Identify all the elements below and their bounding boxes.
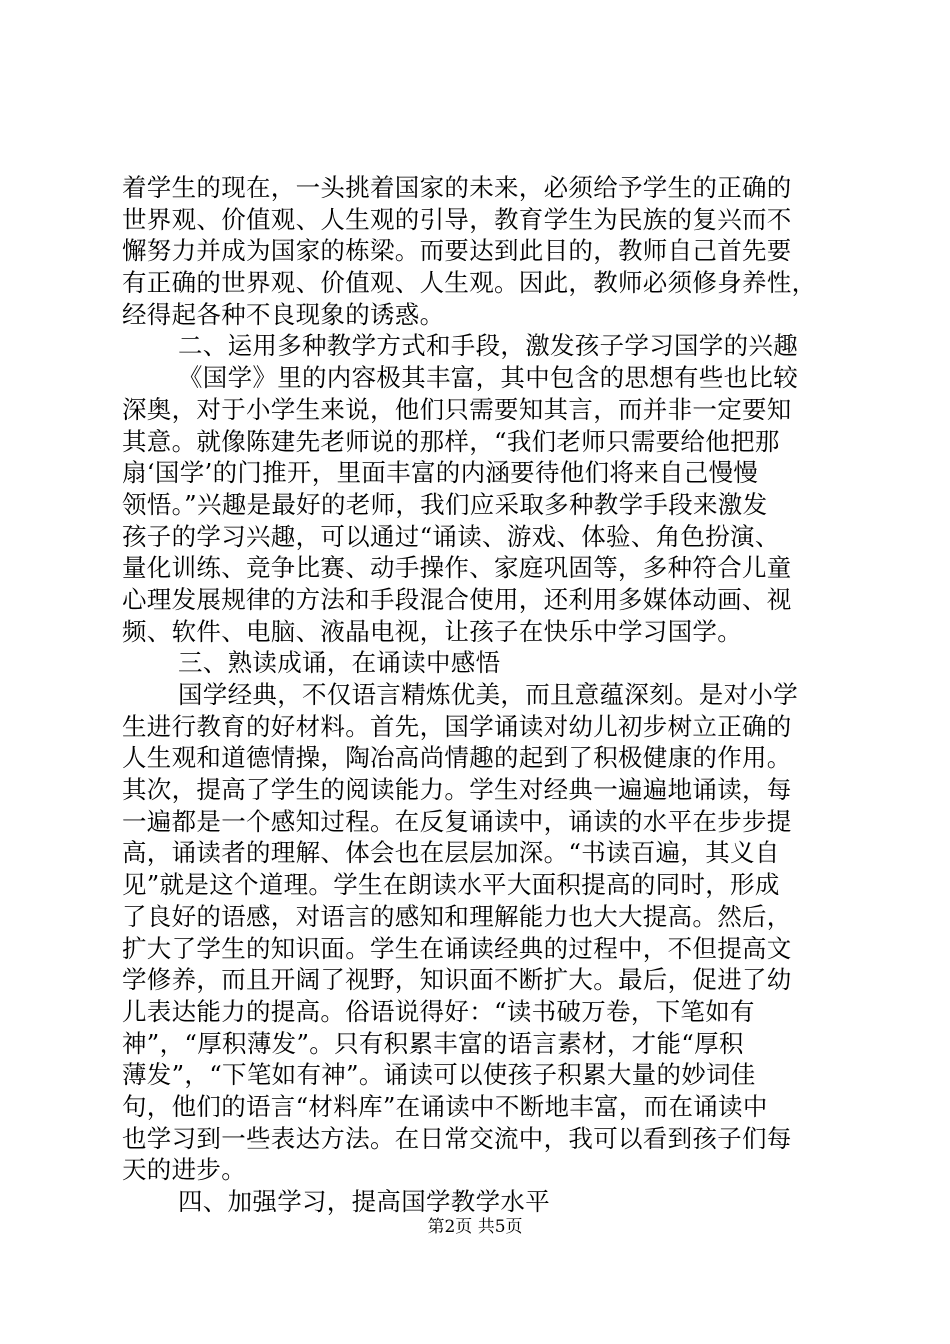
page-footer: 第2页 共5页 — [427, 1217, 523, 1237]
paragraph-line: 着学生的现在，一头挑着国家的未来，必须给予学生的正确的 — [122, 173, 792, 202]
paragraph-line: 孩子的学习兴趣，可以通过“诵读、游戏、体验、角色扮演、 — [122, 521, 780, 551]
paragraph-line: 薄发”，“下笔如有神”。诵读可以使孩子积累大量的妙词佳 — [122, 1060, 756, 1090]
paragraph-line: 人生观和道德情操，陶冶高尚情趣的起到了积极健康的作用。 — [122, 743, 792, 773]
paragraph-line-indented: 《国学》里的内容极其丰富，其中包含的思想有些也比较 — [178, 363, 798, 393]
paragraph-line-indented: 国学经典，不仅语言精炼优美，而且意蕴深刻。是对小学 — [178, 680, 798, 709]
paragraph-line: 其次，提高了学生的阅读能力。学生对经典一遍遍地诵读，每 — [122, 775, 792, 805]
paragraph-line: 扩大了学生的知识面。学生在诵读经典的过程中，不但提高文 — [122, 933, 792, 963]
paragraph-line: 也学习到一些表达方法。在日常交流中，我可以看到孩子们每 — [122, 1123, 792, 1153]
paragraph-line: 儿表达能力的提高。俗语说得好：“读书破万卷，下笔如有 — [122, 996, 755, 1026]
paragraph-line-indented: 三、熟读成诵，在诵读中感悟 — [178, 648, 501, 678]
paragraph-line: 经得起各种不良现象的诱惑。 — [122, 299, 445, 329]
paragraph-line: 学修养，而且开阔了视野，知识面不断扩大。最后，促进了幼 — [122, 965, 792, 995]
paragraph-line: 高，诵读者的理解、体会也在层层加深。“书读百遍，其义自 — [122, 838, 780, 868]
paragraph-line: 懈努力并成为国家的栋梁。而要达到此目的，教师自己首先要 — [122, 236, 792, 266]
paragraph-line: 量化训练、竞争比赛、动手操作、家庭巩固等，多种符合儿童 — [122, 553, 792, 583]
paragraph-line: 一遍都是一个感知过程。在反复诵读中，诵读的水平在步步提 — [122, 806, 792, 836]
paragraph-line: 有正确的世界观、价值观、人生观。因此，教师必须修身养性， — [122, 268, 817, 298]
paragraph-line-indented: 二、运用多种教学方式和手段，激发孩子学习国学的兴趣 — [178, 331, 798, 361]
paragraph-line: 了良好的语感，对语言的感知和理解能力也大大提高。然后， — [122, 901, 792, 931]
paragraph-line-indented: 四、加强学习，提高国学教学水平 — [178, 1187, 550, 1216]
paragraph-line: 神”，“厚积薄发”。只有积累丰富的语言素材，才能“厚积 — [122, 1028, 744, 1058]
paragraph-line: 扇‘国学’的门推开，里面丰富的内涵要待他们将来自己慢慢 — [122, 458, 759, 488]
paragraph-line: 频、软件、电脑、液晶电视，让孩子在快乐中学习国学。 — [122, 616, 742, 646]
paragraph-line: 深奥，对于小学生来说，他们只需要知其言，而并非一定要知 — [122, 394, 792, 424]
body-text — [122, 172, 842, 1218]
paragraph-line: 天的进步。 — [122, 1155, 246, 1185]
paragraph-line: 心理发展规律的方法和手段混合使用，还利用多媒体动画、视 — [122, 584, 792, 614]
paragraph-line: 见”就是这个道理。学生在朗读水平大面积提高的同时，形成 — [122, 870, 780, 900]
paragraph-line: 生进行教育的好材料。首先，国学诵读对幼儿初步树立正确的 — [122, 711, 792, 741]
paragraph-line: 其意。就像陈建先老师说的那样，“我们老师只需要给他把那 — [122, 426, 780, 456]
paragraph-line: 句，他们的语言“材料库”在诵读中不断地丰富，而在诵读中 — [122, 1091, 768, 1121]
paragraph-line: 世界观、价值观、人生观的引导，教育学生为民族的复兴而不 — [122, 204, 792, 234]
paragraph-line: 领悟。”兴趣是最好的老师，我们应采取多种教学手段来激发 — [122, 489, 768, 519]
